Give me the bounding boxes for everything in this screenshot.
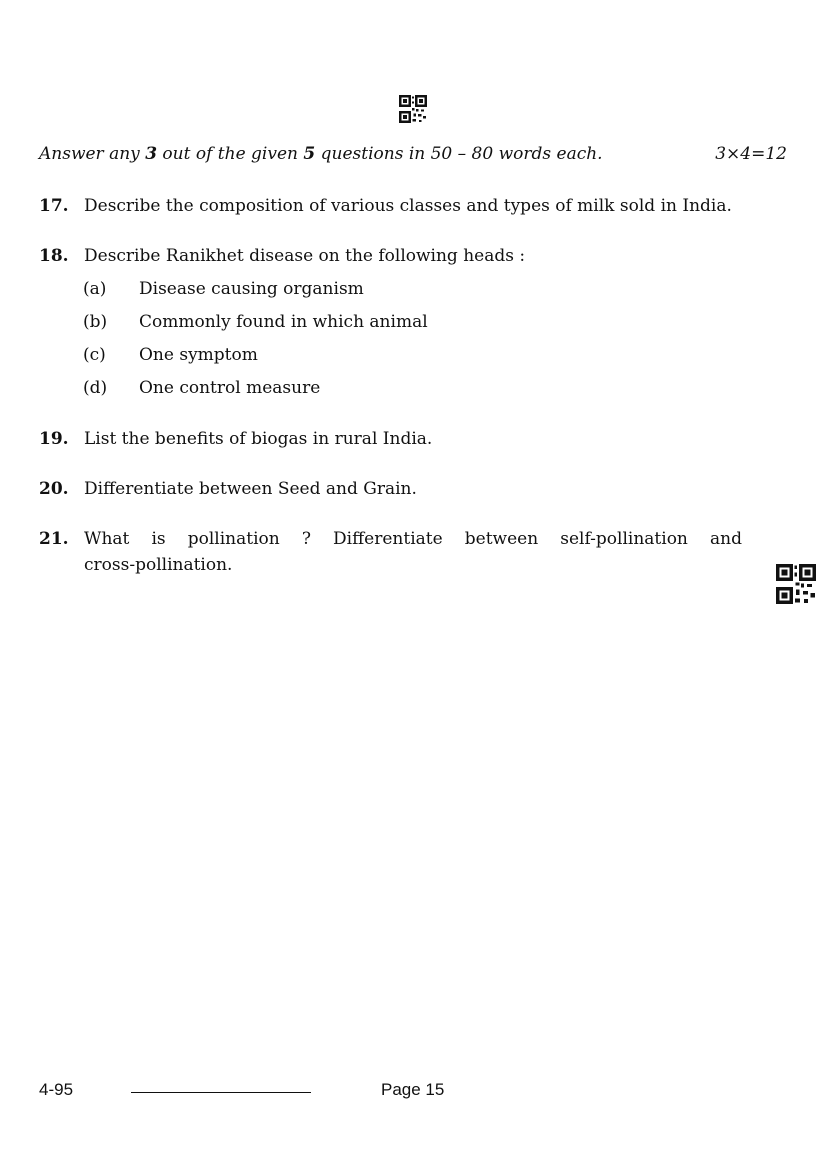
word: ? — [301, 529, 311, 549]
footer-divider — [131, 1092, 311, 1093]
paper-code: 4-95 — [39, 1080, 74, 1099]
subpart-text: Disease causing organism — [139, 279, 364, 299]
word: Differentiate — [333, 529, 443, 549]
question-text: Describe Ranikhet disease on the following heads : — [84, 246, 526, 266]
question-number: 21. — [39, 529, 69, 549]
question-text: List the benefits of biogas in rural India. — [84, 429, 433, 449]
subpart-text: One control measure — [139, 378, 321, 398]
page-number: Page 15 — [381, 1080, 445, 1099]
question-text-line-2: cross-pollination. — [84, 555, 233, 575]
word: is — [151, 529, 166, 549]
word: and — [709, 529, 742, 549]
word: self-pollination — [560, 529, 688, 549]
subpart-text: One symptom — [139, 345, 258, 365]
instruction-text: Answer any 3 out of the given 5 questions in 50 – 80 words each. — [39, 144, 603, 164]
subpart-text: Commonly found in which animal — [139, 312, 428, 332]
word: between — [464, 529, 539, 549]
word: pollination — [187, 529, 280, 549]
question-number: 19. — [39, 429, 69, 449]
question-number: 20. — [39, 479, 69, 499]
marks-allocation: 3×4=12 — [715, 144, 787, 164]
section-instruction — [39, 144, 787, 164]
word: What — [84, 529, 130, 549]
question-number: 17. — [39, 196, 69, 216]
subpart-label: (d) — [83, 378, 108, 398]
subpart-label: (b) — [83, 312, 108, 332]
subpart-label: (c) — [83, 345, 106, 365]
question-text: Differentiate between Seed and Grain. — [84, 479, 417, 499]
qr-code-icon — [776, 564, 816, 604]
qr-code-icon — [399, 95, 427, 123]
question-number: 18. — [39, 246, 69, 266]
subpart-label: (a) — [83, 279, 107, 299]
question-text-line-1 — [84, 529, 742, 549]
question-text: Describe the composition of various classes and types of milk sold in India. — [84, 196, 732, 216]
